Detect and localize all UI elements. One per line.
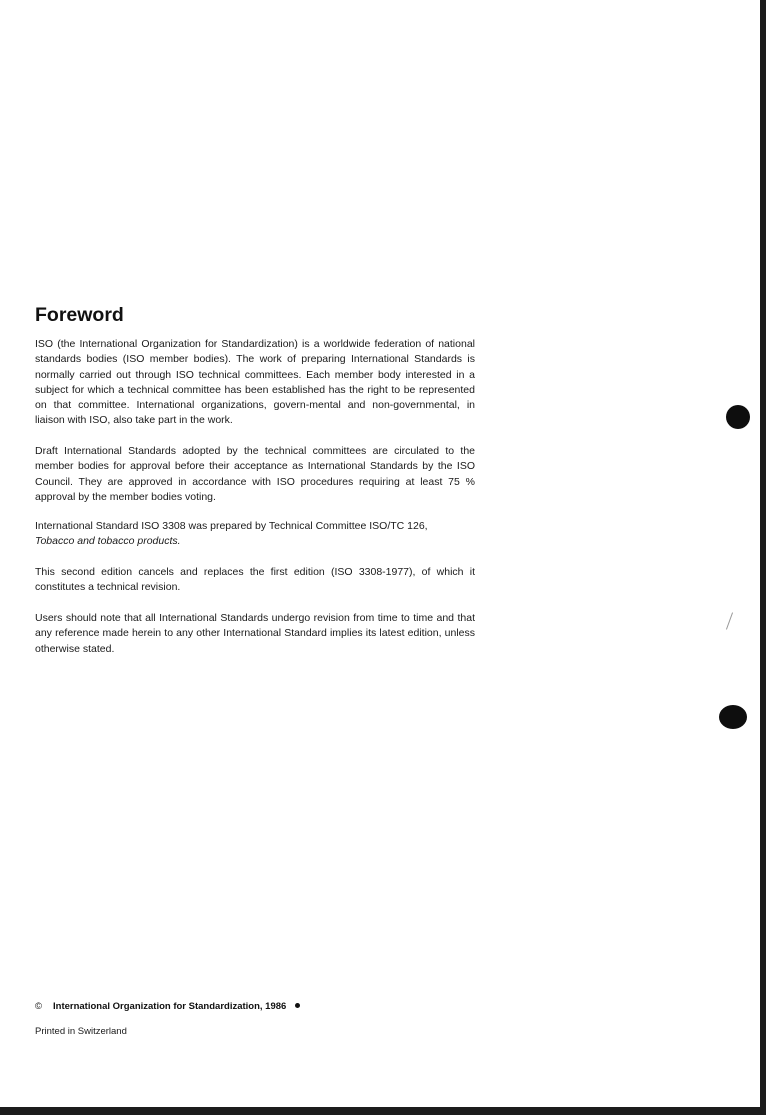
foreword-heading: Foreword — [35, 304, 124, 326]
page-edge-bottom — [0, 1107, 766, 1115]
copyright-notice — [35, 1000, 300, 1014]
foreword-paragraph-5: Users should note that all International Standards undergo revision from time to time and that any reference made herein to any other International Standard implies its latest edition, unless otherwise stated. — [35, 612, 475, 655]
foreword-paragraph-3 — [35, 519, 475, 550]
punch-hole-upper — [726, 405, 750, 429]
committee-statement: International Standard ISO 3308 was prepared by Technical Committee ISO/TC 126, — [35, 520, 428, 532]
foreword-paragraph-1: ISO (the International Organization for Standardization) is a worldwide federation of national standards bodies (ISO member bodies). The work of preparing International Standards is normally carried out through ISO technical committees. Each member body interested in a subject for which a technical committee has been established has the right to be represented on that committee. International organizations, govern-mental and non-governmental, in liaison with ISO, also take part in the work. — [35, 338, 475, 427]
committee-name: Tobacco and tobacco products. — [35, 535, 181, 548]
foreword-paragraph-2: Draft International Standards adopted by the technical committees are circulated to the member bodies for approval before their acceptance as International Standards by the ISO Council. They are approved in accordance with ISO procedures requiring at least 75 % approval by the member bodies voting. — [35, 445, 475, 503]
foreword-paragraph-4: This second edition cancels and replaces the first edition (ISO 3308-1977), of which it constitutes a technical revision. — [35, 566, 475, 594]
copyright-text: International Organization for Standardization, 1986 — [53, 1001, 287, 1012]
copyright-symbol: © — [35, 1001, 42, 1012]
punch-hole-lower — [719, 705, 747, 729]
scan-mark — [726, 612, 733, 629]
bullet-icon — [295, 1003, 300, 1008]
page-edge-right — [760, 0, 766, 1115]
printed-location: Printed in Switzerland — [35, 1026, 127, 1037]
